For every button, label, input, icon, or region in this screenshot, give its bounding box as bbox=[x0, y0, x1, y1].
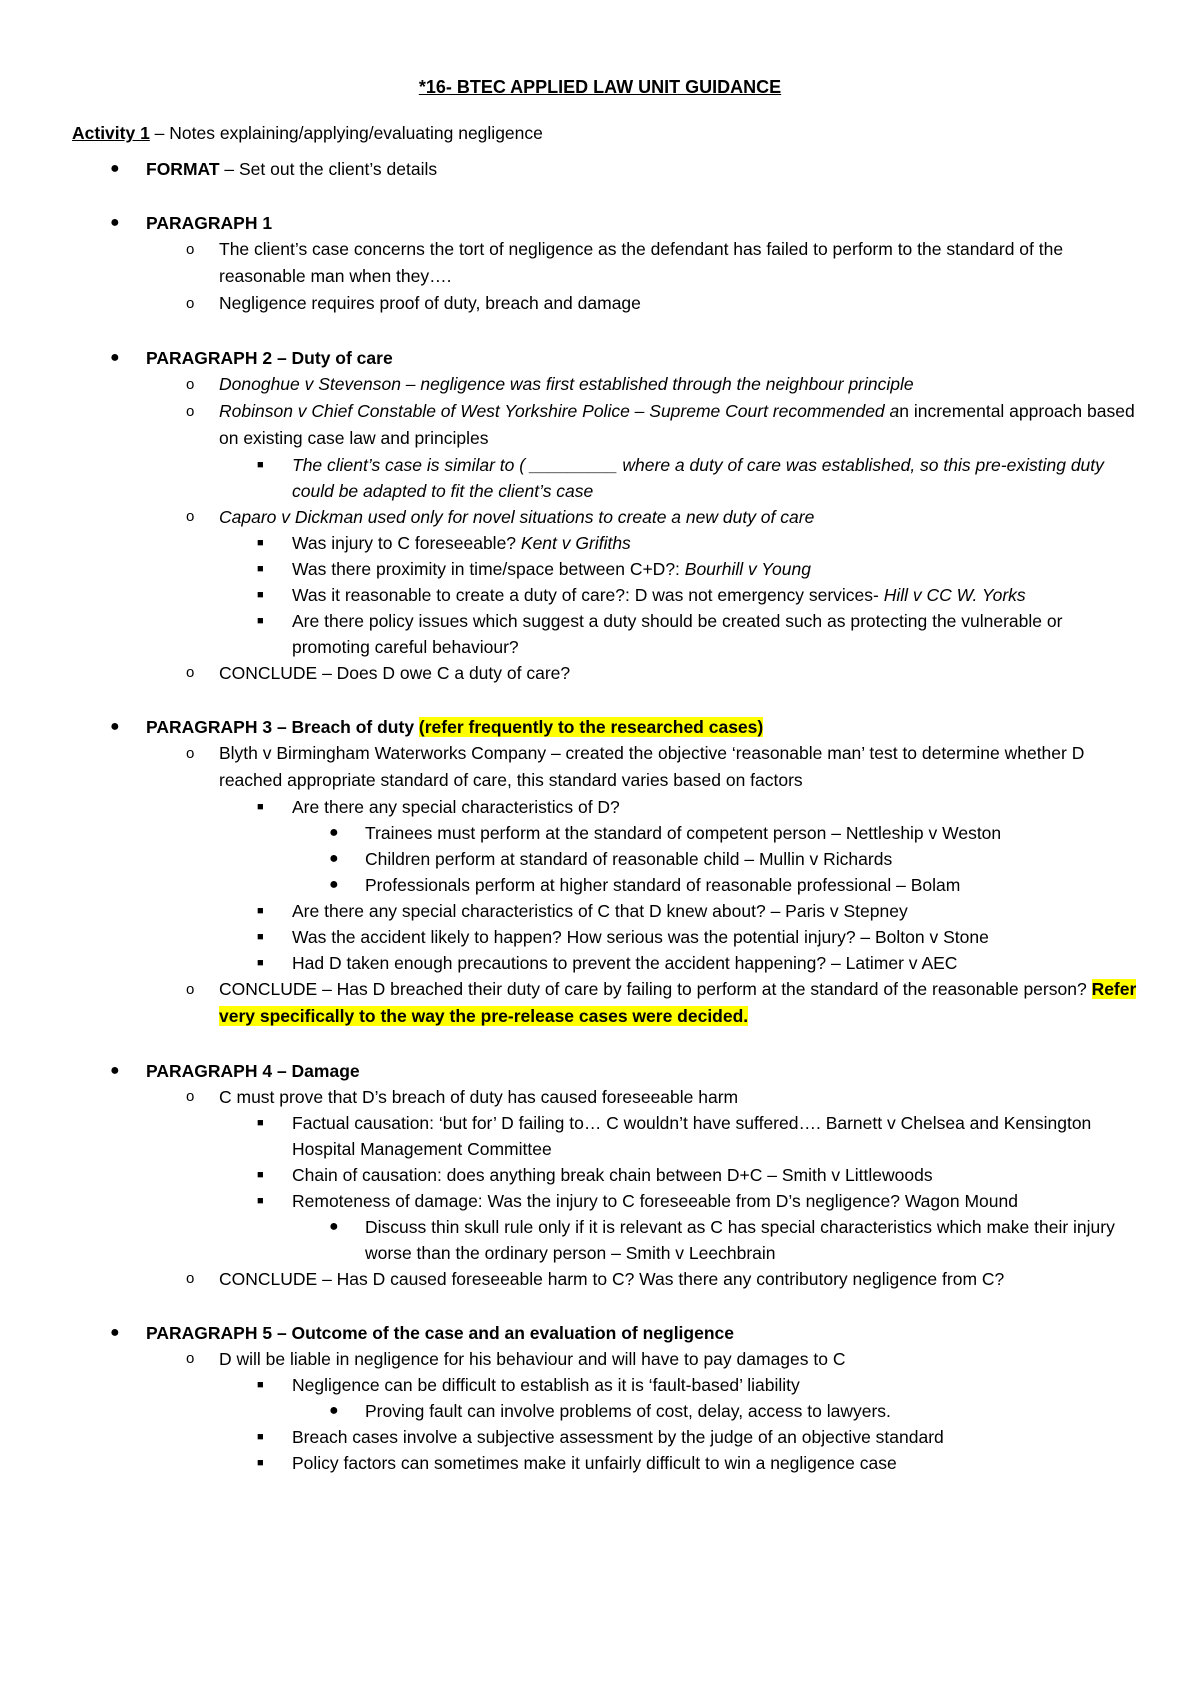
donoghue-text: Donoghue v Stevenson – negligence was first established through the neighbour principle bbox=[219, 374, 914, 394]
precautions-text: Had D taken enough precautions to prevent the accident happening? – Latimer v AEC bbox=[292, 953, 958, 973]
disc-bullet-icon: ● bbox=[329, 824, 339, 841]
disc-bullet-icon: ● bbox=[329, 850, 339, 867]
square-bullet-icon: ■ bbox=[257, 615, 264, 627]
q3-text: Was it reasonable to create a duty of care?: D was not emergency services- bbox=[292, 585, 884, 605]
activity-line bbox=[72, 120, 543, 146]
paragraph-3-conclude: CONCLUDE – Has D breached their duty of care by failing to perform at the standard of the reasonable person? bbox=[219, 979, 1092, 999]
paragraph-3-subsubitem bbox=[0, 820, 1160, 846]
blyth-text: Blyth v Birmingham Waterworks Company – created the objective ‘reasonable man’ test to determine whether D reached appropriate standard of care, this standard varies based on factors bbox=[219, 743, 1085, 790]
circle-bullet-icon: o bbox=[186, 403, 195, 420]
disc-bullet-icon: ● bbox=[329, 1402, 339, 1419]
paragraph-5-title: PARAGRAPH 5 – Outcome of the case and an evaluation of negligence bbox=[146, 1323, 734, 1343]
circle-bullet-icon: o bbox=[186, 981, 195, 998]
circle-bullet-icon: o bbox=[186, 295, 195, 312]
paragraph-1-item-text: The client’s case concerns the tort of negligence as the defendant has failed to perform to the standard of the reasonable man when they…. bbox=[219, 239, 1064, 286]
paragraph-2-subitem bbox=[0, 530, 1140, 556]
disc-bullet-icon: ● bbox=[329, 1218, 339, 1235]
paragraph-4-title: PARAGRAPH 4 – Damage bbox=[146, 1061, 360, 1081]
disc-bullet-icon: ● bbox=[110, 160, 120, 177]
activity-lead: Activity 1 bbox=[72, 123, 150, 143]
paragraph-3-item bbox=[0, 740, 1140, 794]
children-text: Children perform at standard of reasonable child – Mullin v Richards bbox=[365, 849, 893, 869]
factual-text: Factual causation: ‘but for’ D failing to… C wouldn’t have suffered…. Barnett v Chelsea and Kensington Hospital Management Committee bbox=[292, 1113, 1092, 1159]
paragraph-3-subsubitem bbox=[0, 872, 1160, 898]
disc-bullet-icon: ● bbox=[329, 876, 339, 893]
robinson-text: n incremental approach based on existing case law and principles bbox=[219, 401, 1135, 448]
paragraph-2-subitem bbox=[0, 452, 1140, 504]
proving-text: Proving fault can involve problems of cost, delay, access to lawyers. bbox=[365, 1401, 891, 1421]
disc-bullet-icon: ● bbox=[110, 349, 120, 366]
paragraph-4-subitem bbox=[0, 1110, 1140, 1162]
paragraph-1-item-text: Negligence requires proof of duty, breach and damage bbox=[219, 293, 641, 313]
likely-text: Was the accident likely to happen? How serious was the potential injury? – Bolton v Stone bbox=[292, 927, 989, 947]
q2-text: Was there proximity in time/space between C+D?: bbox=[292, 559, 685, 579]
paragraph-2-item bbox=[0, 504, 1140, 530]
paragraph-3-subitem bbox=[0, 950, 1140, 976]
paragraph-2-subitem bbox=[0, 608, 1140, 660]
format-item bbox=[0, 156, 1140, 182]
square-bullet-icon: ■ bbox=[257, 1431, 264, 1443]
square-bullet-icon: ■ bbox=[257, 1457, 264, 1469]
robinson-case: Robinson v Chief Constable of West Yorkshire Police – Supreme Court recommended a bbox=[219, 401, 900, 421]
disc-bullet-icon: ● bbox=[110, 1062, 120, 1079]
square-bullet-icon: ■ bbox=[257, 801, 264, 813]
professionals-text: Professionals perform at higher standard of reasonable professional – Bolam bbox=[365, 875, 961, 895]
paragraph-2-item bbox=[0, 398, 1140, 452]
paragraph-4-subitem bbox=[0, 1162, 1140, 1188]
paragraph-3-subitem bbox=[0, 924, 1140, 950]
q2-case: Bourhill v Young bbox=[684, 559, 811, 579]
square-bullet-icon: ■ bbox=[257, 905, 264, 917]
paragraph-5-subitem bbox=[0, 1372, 1140, 1398]
square-bullet-icon: ■ bbox=[257, 1195, 264, 1207]
paragraph-4-item bbox=[0, 1266, 1140, 1292]
prove-text: C must prove that D’s breach of duty has caused foreseeable harm bbox=[219, 1087, 739, 1107]
square-bullet-icon: ■ bbox=[257, 589, 264, 601]
q1-text: Was injury to C foreseeable? bbox=[292, 533, 521, 553]
paragraph-3-subitem bbox=[0, 794, 1140, 820]
similar-case-text: The client’s case is similar to ( _________ where a duty of care was established, so this pre-existing duty could be adapted to fit the client’s case bbox=[292, 455, 1104, 501]
thin-skull-text: Discuss thin skull rule only if it is relevant as C has special characteristics which make their injury worse than the ordinary person – Smith v Leechbrain bbox=[365, 1217, 1115, 1263]
format-label: FORMAT bbox=[146, 159, 220, 179]
caparo-text: Caparo v Dickman used only for novel situations to create a new duty of care bbox=[219, 507, 815, 527]
circle-bullet-icon: o bbox=[186, 1350, 195, 1367]
paragraph-2-item bbox=[0, 371, 1140, 398]
square-bullet-icon: ■ bbox=[257, 957, 264, 969]
trainees-text: Trainees must perform at the standard of competent person – Nettleship v Weston bbox=[365, 823, 1002, 843]
circle-bullet-icon: o bbox=[186, 376, 195, 393]
special-c-text: Are there any special characteristics of C that D knew about? – Paris v Stepney bbox=[292, 901, 908, 921]
paragraph-3-highlight: (refer frequently to the researched cases) bbox=[418, 717, 764, 737]
circle-bullet-icon: o bbox=[186, 508, 195, 525]
circle-bullet-icon: o bbox=[186, 1270, 195, 1287]
disc-bullet-icon: ● bbox=[110, 214, 120, 231]
square-bullet-icon: ■ bbox=[257, 459, 264, 471]
square-bullet-icon: ■ bbox=[257, 537, 264, 549]
difficult-text: Negligence can be difficult to establish as it is ‘fault-based’ liability bbox=[292, 1375, 800, 1395]
paragraph-2-title: PARAGRAPH 2 – Duty of care bbox=[146, 348, 393, 368]
paragraph-3-conclude-highlight: Refer very specifically to the way the pre-release cases were decided. bbox=[219, 979, 1137, 1026]
circle-bullet-icon: o bbox=[186, 745, 195, 762]
document-title: *16- BTEC APPLIED LAW UNIT GUIDANCE bbox=[418, 77, 782, 97]
paragraph-3-subsubitem bbox=[0, 846, 1160, 872]
liable-text: D will be liable in negligence for his behaviour and will have to pay damages to C bbox=[219, 1349, 846, 1369]
paragraph-4-heading bbox=[0, 1058, 1140, 1084]
square-bullet-icon: ■ bbox=[257, 563, 264, 575]
q3-case: Hill v CC W. Yorks bbox=[883, 585, 1026, 605]
circle-bullet-icon: o bbox=[186, 241, 195, 258]
paragraph-3-heading bbox=[0, 714, 1140, 740]
circle-bullet-icon: o bbox=[186, 1088, 195, 1105]
remoteness-text: Remoteness of damage: Was the injury to C foreseeable from D’s negligence? Wagon Mound bbox=[292, 1191, 1018, 1211]
disc-bullet-icon: ● bbox=[110, 718, 120, 735]
q4-text: Are there policy issues which suggest a duty should be created such as protecting the vulnerable or promoting careful behaviour? bbox=[292, 611, 1063, 657]
chain-text: Chain of causation: does anything break chain between D+C – Smith v Littlewoods bbox=[292, 1165, 933, 1185]
paragraph-4-conclude: CONCLUDE – Has D caused foreseeable harm to C? Was there any contributory negligence from C? bbox=[219, 1269, 1005, 1289]
paragraph-3-subitem bbox=[0, 898, 1140, 924]
square-bullet-icon: ■ bbox=[257, 1117, 264, 1129]
paragraph-2-heading bbox=[0, 345, 1140, 371]
square-bullet-icon: ■ bbox=[257, 1169, 264, 1181]
paragraph-1-heading bbox=[0, 210, 1140, 236]
paragraph-5-item bbox=[0, 1346, 1140, 1372]
paragraph-2-subitem bbox=[0, 556, 1140, 582]
paragraph-1-title: PARAGRAPH 1 bbox=[146, 213, 273, 233]
policy-text: Policy factors can sometimes make it unfairly difficult to win a negligence case bbox=[292, 1453, 897, 1473]
disc-bullet-icon: ● bbox=[110, 1324, 120, 1341]
paragraph-5-subsubitem bbox=[0, 1398, 1160, 1424]
paragraph-4-subitem bbox=[0, 1188, 1140, 1214]
activity-text: – Notes explaining/applying/evaluating negligence bbox=[149, 123, 543, 143]
paragraph-4-item bbox=[0, 1084, 1140, 1110]
format-text: – Set out the client’s details bbox=[219, 159, 438, 179]
document-body bbox=[0, 156, 1200, 1476]
paragraph-5-subitem bbox=[0, 1450, 1140, 1476]
paragraph-1-item bbox=[0, 290, 1140, 317]
breach-cases-text: Breach cases involve a subjective assessment by the judge of an objective standard bbox=[292, 1427, 944, 1447]
paragraph-3-title: PARAGRAPH 3 – Breach of duty bbox=[146, 717, 419, 737]
special-d-text: Are there any special characteristics of D? bbox=[292, 797, 620, 817]
paragraph-2-conclude: CONCLUDE – Does D owe C a duty of care? bbox=[219, 663, 571, 683]
q1-case: Kent v Grifiths bbox=[520, 533, 631, 553]
square-bullet-icon: ■ bbox=[257, 1379, 264, 1391]
paragraph-2-subitem bbox=[0, 582, 1140, 608]
circle-bullet-icon: o bbox=[186, 664, 195, 681]
square-bullet-icon: ■ bbox=[257, 931, 264, 943]
paragraph-5-subitem bbox=[0, 1424, 1140, 1450]
paragraph-2-item bbox=[0, 660, 1140, 686]
paragraph-4-subsubitem bbox=[0, 1214, 1160, 1266]
paragraph-5-heading bbox=[0, 1320, 1140, 1346]
paragraph-3-item bbox=[0, 976, 1140, 1030]
paragraph-1-item bbox=[0, 236, 1140, 290]
